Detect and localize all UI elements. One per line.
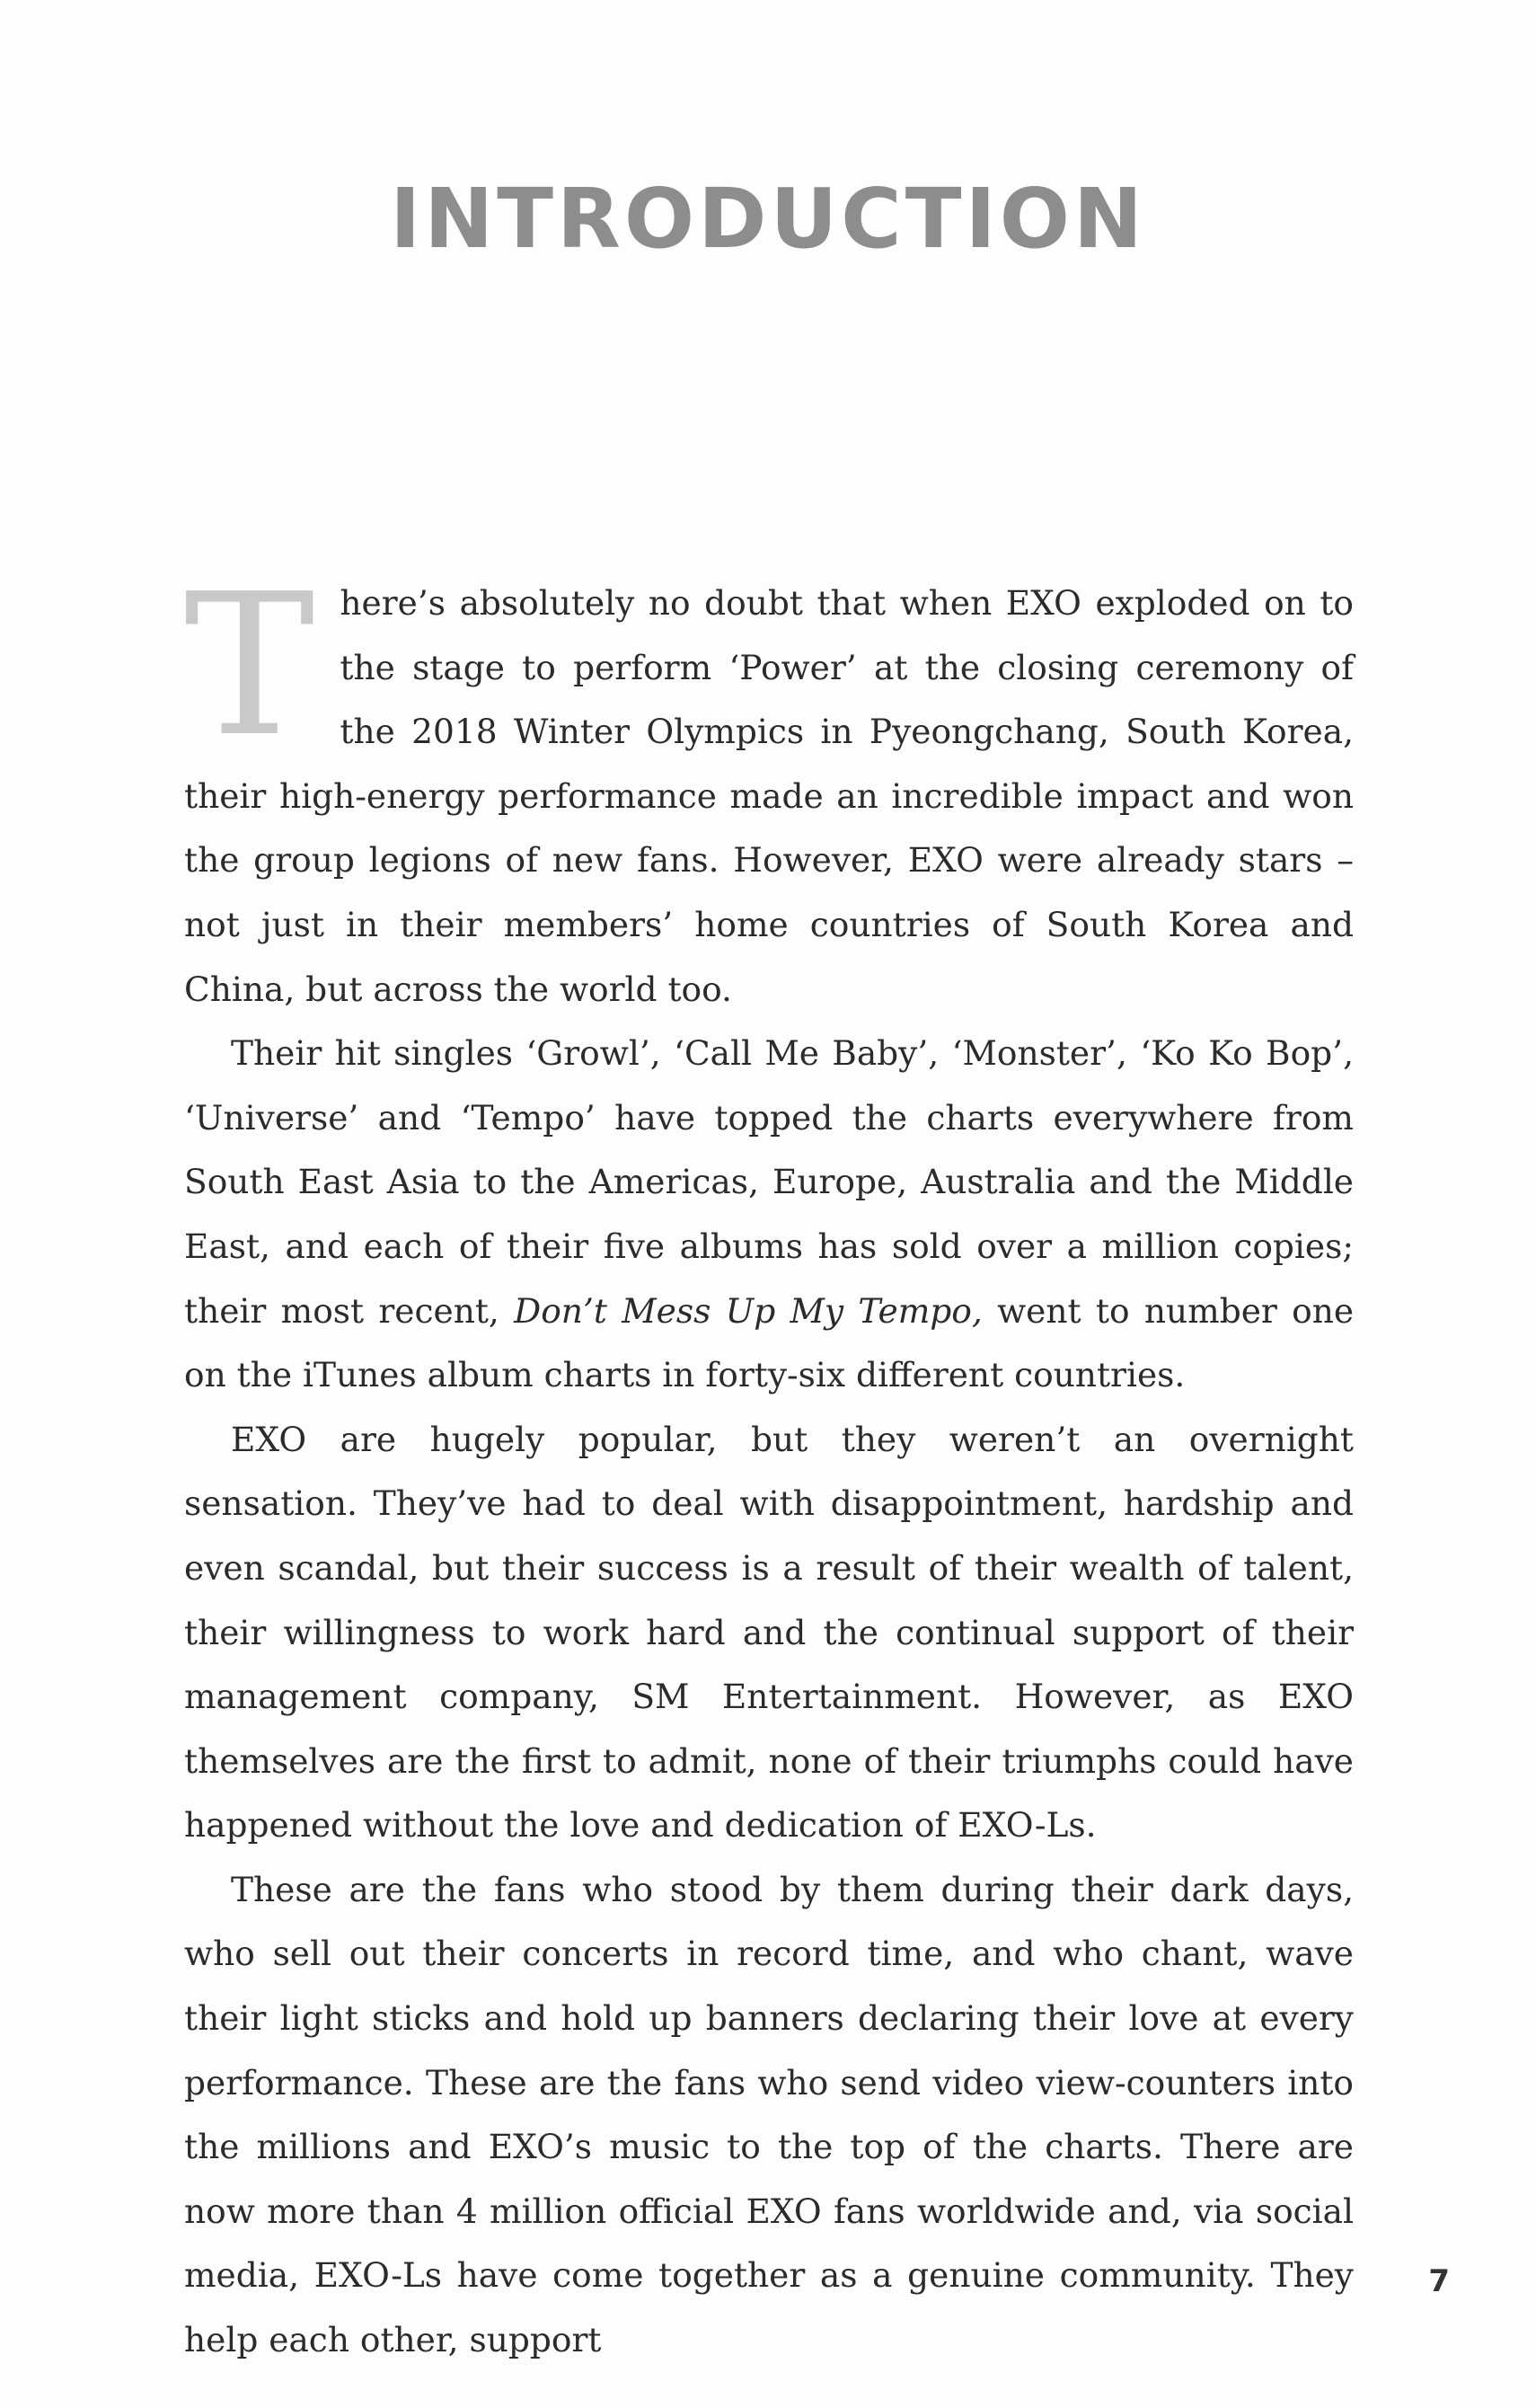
paragraph-1	[184, 553, 1354, 1022]
album-title: Don’t Mess Up My Tempo,	[514, 1290, 983, 1331]
paragraph-2-tail: went to number one on the iTunes album charts in forty-six different countries.	[184, 1290, 1355, 1395]
page-number: 7	[1428, 2263, 1450, 2299]
paragraph-1-text: here’s absolutely no doubt that when EXO exploded on to the stage to perform ‘Power’ at the closing ceremony of the 2018 Winter Olympics in Pyeongchang, South Korea, their high-energy performance made an incredible impact and won the group legions of new fans. However, EXO were already stars – not just in their members’ home countries of South Korea and China, but across the world too.	[184, 583, 1354, 1009]
chapter-title: INTRODUCTION	[390, 171, 1146, 267]
drop-cap: T	[184, 553, 315, 780]
paragraph-2	[184, 1022, 1354, 1408]
paragraph-3: EXO are hugely popular, but they weren’t an overnight sensation. They’ve had to deal with disappointment, hardship and even scandal, but their success is a result of their wealth of talent, their willingness to work hard and the continual support of their management company, SM Entertainment. However, as EXO themselves are the first to admit, none of their triumphs could have happened without the love and dedication of EXO-Ls.	[184, 1419, 1354, 1846]
body-text	[184, 553, 1355, 2373]
paragraph-2-lead: Their hit singles ‘Growl’, ‘Call Me Baby’, ‘Monster’, ‘Ko Ko Bop’, ‘Universe’ and ‘Tempo’ have topped the charts everywhere from South East Asia to the Americas, Europe, Australia and the Middle East, and each of their five albums has sold over a million copies; their most recent,	[184, 1033, 1354, 1331]
paragraph-4: These are the fans who stood by them during their dark days, who sell out their concerts in record time, and who chant, wave their light sticks and hold up banners declaring their love at every performance. These are the fans who send video view-counters into the millions and EXO’s music to the top of the charts. There are now more than 4 million official EXO fans worldwide and, via social media, EXO-Ls have come together as a genuine community. They help each other, support	[184, 1869, 1354, 2360]
